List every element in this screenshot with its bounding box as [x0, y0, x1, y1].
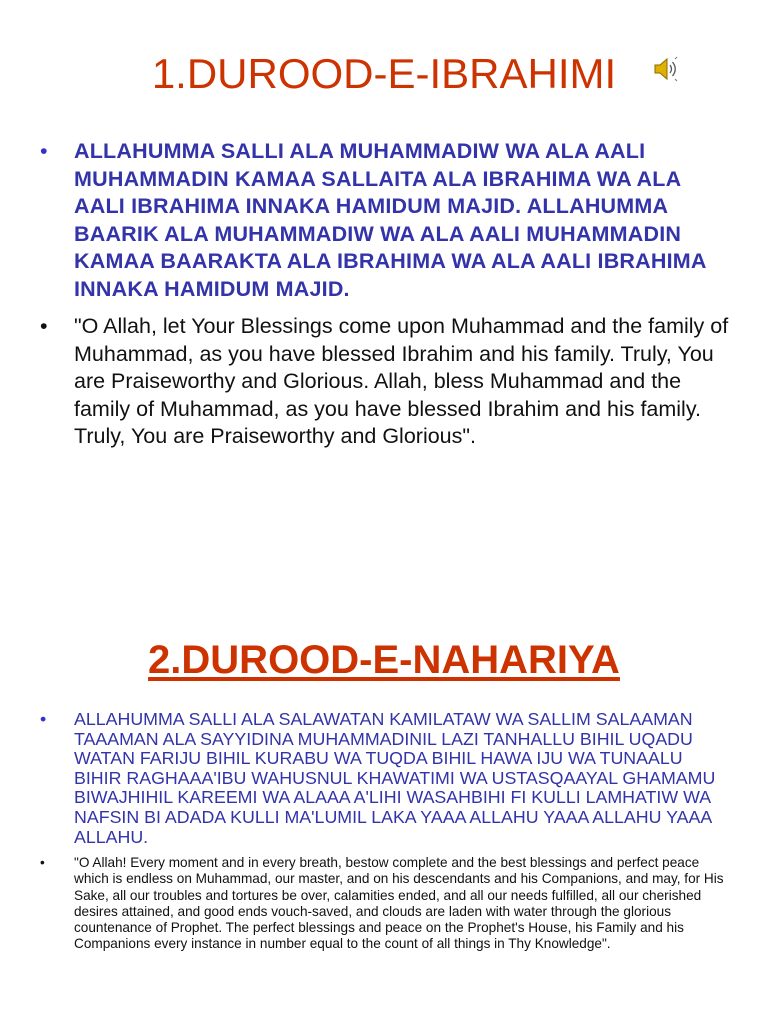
- slide-durood-nahariya: [0, 600, 768, 1024]
- bullet-dot: •: [40, 855, 45, 871]
- list-item: [40, 710, 730, 847]
- bullet-list: [40, 138, 730, 451]
- slide-title: 2.DUROOD-E-NAHARIYA: [148, 638, 620, 682]
- bullet-dot: •: [40, 314, 48, 338]
- meaning-text: "O Allah, let Your Blessings come upon Muhammad and the family of Muhammad, as you have blessed Ibrahim and his family. Truly, You are Praiseworthy and Glorious. Allah, bless Muhammad and the family of Muhammad, as you have blessed Ibrahim and his family. Truly, You are Praiseworthy and Glorious".: [74, 314, 729, 448]
- list-item: [40, 855, 730, 952]
- bullet-dot: •: [40, 709, 47, 729]
- transliteration-text: ALLAHUMMA SALLI ALA SALAWATAN KAMILATAW WA SALLIM SALAAMAN TAAAMAN ALA SAYYIDINA MUHAMMADINIL LAZI TANHALLU BIHIL UQADU WATAN FARIJU BIHIL KURABU WA TUQDA BIHIL HAWA IJU WA TUNAALU BIHIR RAGHAAA'IBU WAHUSNUL KHAWATIMI WA USTASQAAYAL GHAMAMU BIWAJHIHIL KAREEMI WA ALAAA A'LIHI WASAHBIHI FI KULLI LAMHATIW WA NAFSIN BI ADADA KULLI MA'LUMIL LAKA YAAA ALLAHU YAAA ALLAHU YAAA ALLAHU.: [74, 709, 716, 847]
- transliteration-text: ALLAHUMMA SALLI ALA MUHAMMADIW WA ALA AALI MUHAMMADIN KAMAA SALLAITA ALA IBRAHIMA WA ALA AALI IBRAHIMA INNAKA HAMIDUM MAJID. ALLAHUMMA BAARIK ALA MUHAMMADIW WA ALA AALI MUHAMMADIN KAMAA BAARAKTA ALA IBRAHIMA WA ALA AALI IBRAHIMA INNAKA HAMIDUM MAJID.: [74, 139, 706, 301]
- bullet-dot: •: [40, 139, 48, 163]
- list-item: [40, 313, 730, 451]
- list-item: [40, 138, 730, 303]
- bullet-list: [40, 710, 730, 952]
- meaning-text: "O Allah! Every moment and in every breath, bestow complete and the best blessings and perfect peace which is endless on Muhammad, our master, and on his descendants and his Companions, and may, for His Sake, all our troubles and tortures be over, calamities ended, and all our needs fulfilled, all our cherished desires attained, and good ends vouch-saved, and clouds are laden with water through the glorious countenance of Prophet. The perfect blessings and peace on the Prophet's House, his Family and his Companions every instance in number equal to the count of all things in Thy Knowledge".: [74, 855, 724, 952]
- slide-title: 1.DUROOD-E-IBRAHIMI: [151, 50, 617, 97]
- speaker-icon[interactable]: [652, 56, 680, 82]
